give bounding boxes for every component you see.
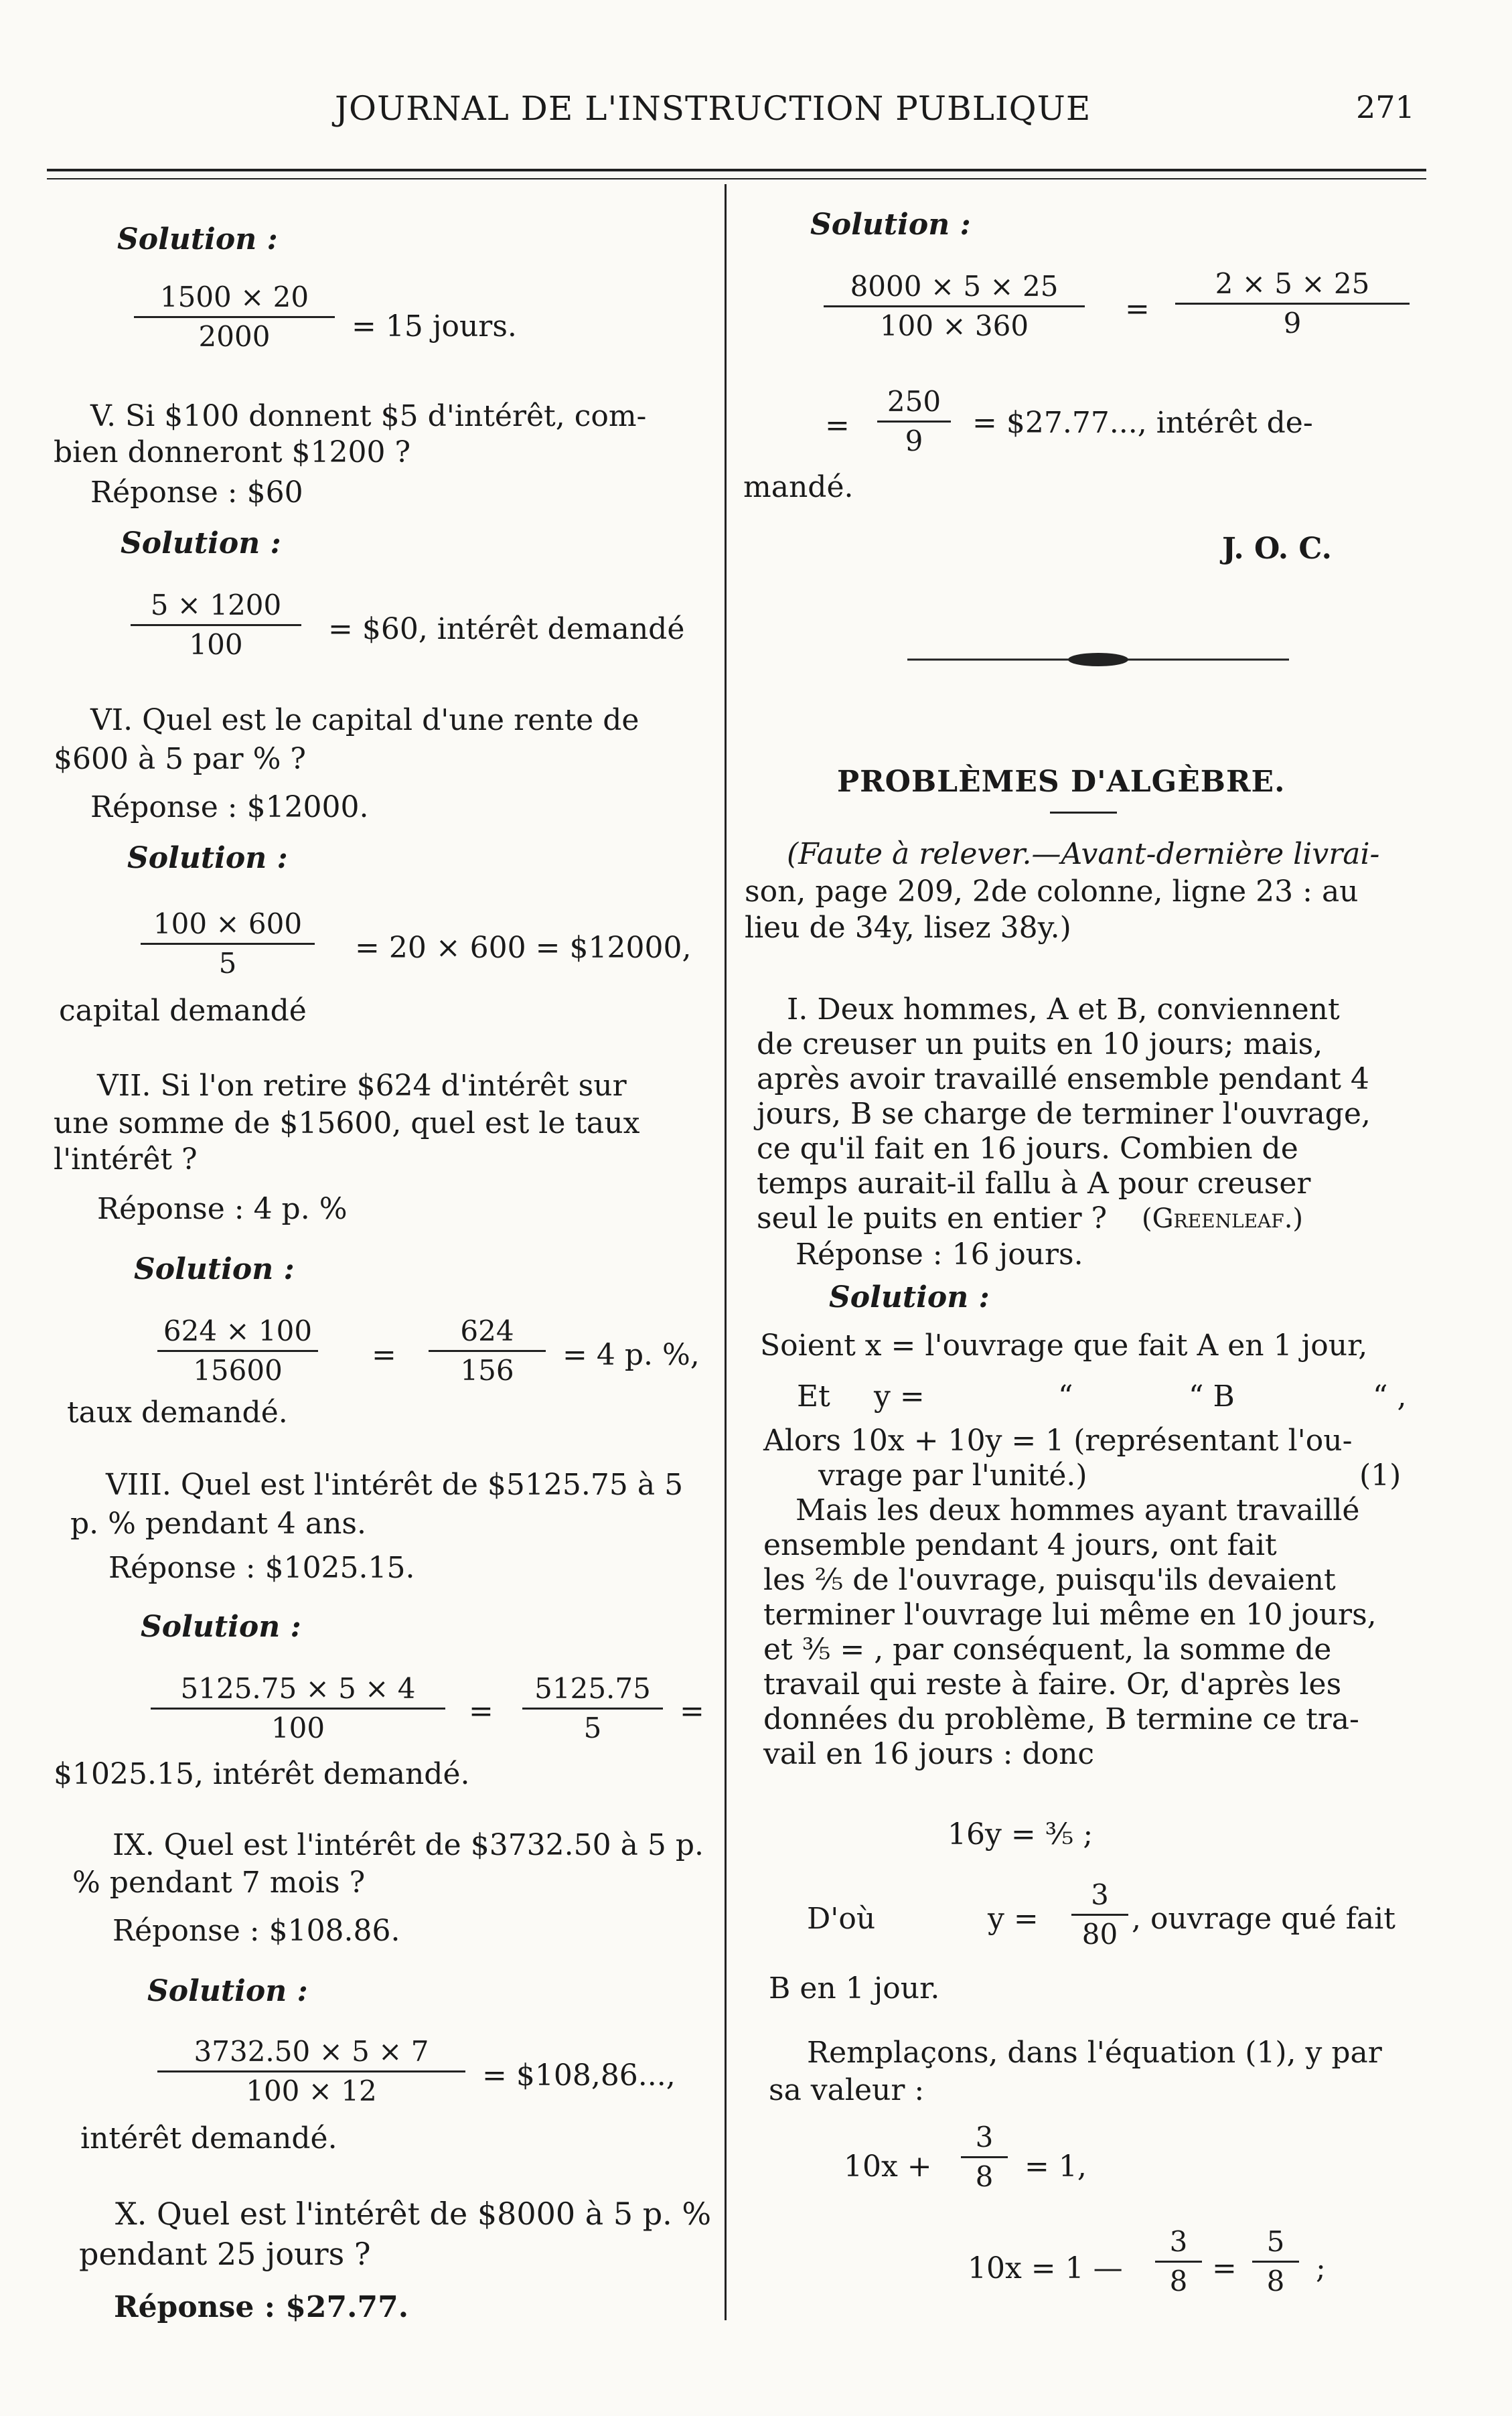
problem-1-cont: ce qu'il fait en 16 jours. Combien de <box>757 1132 1298 1166</box>
equation-result: = 20 × 600 = $12000, <box>355 931 692 965</box>
solution-label: Solution : <box>127 841 288 875</box>
numerator: 624 <box>460 1314 514 1347</box>
question-8: VIII. Quel est l'intérêt de $5125.75 à 5 <box>106 1468 684 1502</box>
denominator: 2000 <box>198 320 271 353</box>
question-9-cont: % pendant 7 mois ? <box>72 1866 366 1900</box>
problem-1-cont: jours, B se charge de terminer l'ouvrage, <box>757 1097 1371 1131</box>
numerator: 3732.50 × 5 × 7 <box>194 2035 429 2068</box>
question-8-cont: p. % pendant 4 ans. <box>70 1507 366 1541</box>
answer-8: Réponse : $1025.15. <box>108 1551 415 1585</box>
solution-line: travail qui reste à faire. Or, d'après les <box>763 1667 1342 1702</box>
equation: = 1, <box>1025 2149 1087 2184</box>
fraction <box>961 2121 1008 2193</box>
denominator: 5 <box>583 1712 602 1744</box>
fraction <box>1155 2226 1202 2297</box>
question-9: IX. Quel est l'intérêt de $3732.50 à 5 p. <box>112 1828 704 1862</box>
equation: y = <box>988 1902 1039 1936</box>
denominator: 9 <box>905 425 923 457</box>
fraction <box>824 271 1085 342</box>
equation-result: = 15 jours. <box>352 309 517 344</box>
erratum-note-cont: lieu de 34y, lisez 38y.) <box>745 911 1071 945</box>
denominator: 8 <box>975 2160 994 2193</box>
solution-line: Remplaçons, dans l'équation (1), y par <box>807 2036 1382 2070</box>
solution-line: y = <box>874 1379 925 1414</box>
solution-line: ensemble pendant 4 jours, ont fait <box>763 1528 1277 1562</box>
question-5-cont: bien donneront $1200 ? <box>54 435 411 469</box>
denominator: 80 <box>1081 1918 1118 1951</box>
section-title: PROBLÈMES D'ALGÈBRE. <box>837 765 1286 799</box>
solution-line: données du problème, B termine ce tra- <box>763 1702 1359 1736</box>
fraction <box>131 589 301 661</box>
equation-result: = 4 p. %, <box>562 1338 700 1372</box>
numerator: 5 <box>1266 2225 1285 2258</box>
numerator: 3 <box>1169 2225 1188 2258</box>
answer-7: Réponse : 4 p. % <box>97 1192 348 1226</box>
author-signature: J. O. C. <box>1222 532 1332 566</box>
denominator: 156 <box>460 1354 514 1387</box>
equals-sign: = <box>825 408 850 443</box>
fraction <box>157 1315 318 1387</box>
solution-line: B en 1 jour. <box>769 1971 940 2006</box>
equation: 10x = 1 — <box>968 2251 1123 2285</box>
equals-sign: = <box>469 1694 494 1728</box>
equation-result: = $108,86..., <box>482 2058 676 2093</box>
numerator: 3 <box>1091 1878 1109 1911</box>
problem-1: I. Deux hommes, A et B, conviennent <box>787 992 1340 1027</box>
numerator: 624 × 100 <box>163 1314 313 1347</box>
column-divider <box>725 184 727 2320</box>
question-5: V. Si $100 donnent $5 d'intérêt, com- <box>90 399 647 433</box>
solution-label: Solution : <box>134 1252 295 1286</box>
fraction <box>1252 2226 1299 2297</box>
problem-1-cont: seul le puits en entier ? <box>757 1201 1108 1235</box>
title-underline <box>1050 812 1117 814</box>
solution-line: les ⅖ de l'ouvrage, puisqu'ils devaient <box>763 1563 1336 1597</box>
denominator: 100 <box>271 1712 325 1744</box>
problem-answer: Réponse : 16 jours. <box>796 1237 1083 1272</box>
solution-line: terminer l'ouvrage lui même en 10 jours, <box>763 1598 1377 1632</box>
erratum-note: (Faute à relever.—Avant-dernière livrai- <box>787 837 1380 871</box>
solution-label: Solution : <box>117 222 278 256</box>
solution-label: Solution : <box>141 1610 301 1644</box>
question-7-cont: l'intérêt ? <box>54 1142 198 1177</box>
solution-line: et ⅗ = , par conséquent, la somme de <box>763 1633 1332 1667</box>
equation: 10x + <box>844 2149 932 2184</box>
solution-line: Et <box>797 1379 830 1414</box>
equation-end: ; <box>1316 2251 1326 2285</box>
ornamental-divider <box>907 650 1289 670</box>
fraction <box>1071 1879 1128 1951</box>
numerator: 1500 × 20 <box>159 281 309 313</box>
problem-1-cont: de creuser un puits en 10 jours; mais, <box>757 1027 1323 1061</box>
question-7-cont: une somme de $15600, quel est le taux <box>54 1106 640 1140</box>
solution-line: Alors 10x + 10y = 1 (représentant l'ou- <box>763 1424 1353 1458</box>
ditto-mark: “ B <box>1189 1379 1235 1414</box>
fraction <box>1175 268 1410 339</box>
solution-line: vail en 16 jours : donc <box>763 1737 1095 1771</box>
numerator: 2 × 5 × 25 <box>1215 267 1370 300</box>
ditto-mark: “ <box>1058 1379 1073 1414</box>
solution-line: Mais les deux hommes ayant travaillé <box>796 1493 1360 1527</box>
solution-conclusion: intérêt demandé. <box>80 2121 337 2156</box>
denominator: 9 <box>1283 307 1302 339</box>
solution-line: Soient x = l'ouvrage que fait A en 1 jour, <box>760 1329 1368 1363</box>
solution-conclusion: mandé. <box>743 470 854 504</box>
equation-result: = $60, intérêt demandé <box>328 612 685 646</box>
equation-result: = $27.77..., intérêt de- <box>972 406 1313 440</box>
header-rule-bottom <box>47 178 1426 179</box>
denominator: 100 <box>189 628 243 661</box>
question-7: VII. Si l'on retire $624 d'intérêt sur <box>97 1069 627 1103</box>
numerator: 3 <box>975 2121 994 2154</box>
question-10-cont: pendant 25 jours ? <box>79 2236 371 2272</box>
ditto-mark: “ , <box>1373 1379 1407 1414</box>
numerator: 5125.75 <box>534 1672 651 1705</box>
fraction <box>157 2036 465 2107</box>
equals-sign: = <box>1125 292 1150 326</box>
fraction <box>522 1673 663 1744</box>
numerator: 100 × 600 <box>153 907 303 940</box>
denominator: 100 × 12 <box>246 2074 377 2107</box>
denominator: 8 <box>1266 2265 1285 2297</box>
denominator: 15600 <box>193 1354 283 1387</box>
numerator: 250 <box>887 385 941 418</box>
solution-label: Solution : <box>147 1974 308 2008</box>
denominator: 8 <box>1169 2265 1188 2297</box>
solution-label: Solution : <box>829 1280 990 1314</box>
solution-label: Solution : <box>121 526 281 560</box>
equals-sign: = <box>1212 2251 1237 2285</box>
equals-sign: = <box>372 1338 396 1372</box>
question-6: VI. Quel est le capital d'une rente de <box>90 703 639 737</box>
question-10: X. Quel est l'intérêt de $8000 à 5 p. % <box>115 2196 712 2232</box>
fraction <box>429 1315 546 1387</box>
fraction <box>134 281 335 353</box>
solution-conclusion: taux demandé. <box>67 1395 288 1430</box>
solution-conclusion: $1025.15, intérêt demandé. <box>54 1757 470 1791</box>
question-6-cont: $600 à 5 par % ? <box>54 742 306 776</box>
problem-source: (Greenleaf.) <box>1142 1203 1304 1234</box>
numerator: 8000 × 5 × 25 <box>850 270 1059 303</box>
equation: 16y = ⅗ ; <box>948 1817 1093 1852</box>
problem-1-cont: après avoir travaillé ensemble pendant 4 <box>757 1062 1369 1096</box>
equals-sign: = <box>680 1694 704 1728</box>
denominator: 100 × 360 <box>879 309 1029 342</box>
answer-9: Réponse : $108.86. <box>112 1914 400 1948</box>
equation-prefix: D'où <box>807 1902 876 1936</box>
answer-10: Réponse : $27.77. <box>114 2290 409 2324</box>
page-number: 271 <box>1356 89 1415 125</box>
equation-comment: , ouvrage qué fait <box>1132 1902 1395 1936</box>
denominator: 5 <box>218 947 237 980</box>
fraction <box>141 908 315 980</box>
numerator: 5125.75 × 5 × 4 <box>180 1672 416 1705</box>
solution-label: Solution : <box>810 208 971 242</box>
fraction <box>877 386 951 457</box>
solution-line: vrage par l'unité.) <box>818 1458 1087 1493</box>
answer-5: Réponse : $60 <box>90 475 303 510</box>
solution-line: sa valeur : <box>769 2073 925 2107</box>
running-title: JOURNAL DE L'INSTRUCTION PUBLIQUE <box>335 89 1091 128</box>
erratum-note-cont: son, page 209, 2de colonne, ligne 23 : au <box>745 875 1359 909</box>
header-rule-top <box>47 169 1426 171</box>
fraction <box>151 1673 445 1744</box>
problem-1-cont: temps aurait-il fallu à A pour creuser <box>757 1166 1311 1201</box>
solution-conclusion: capital demandé <box>59 994 307 1028</box>
answer-6: Réponse : $12000. <box>90 790 369 824</box>
equation-number: (1) <box>1359 1458 1402 1493</box>
numerator: 5 × 1200 <box>150 589 282 621</box>
